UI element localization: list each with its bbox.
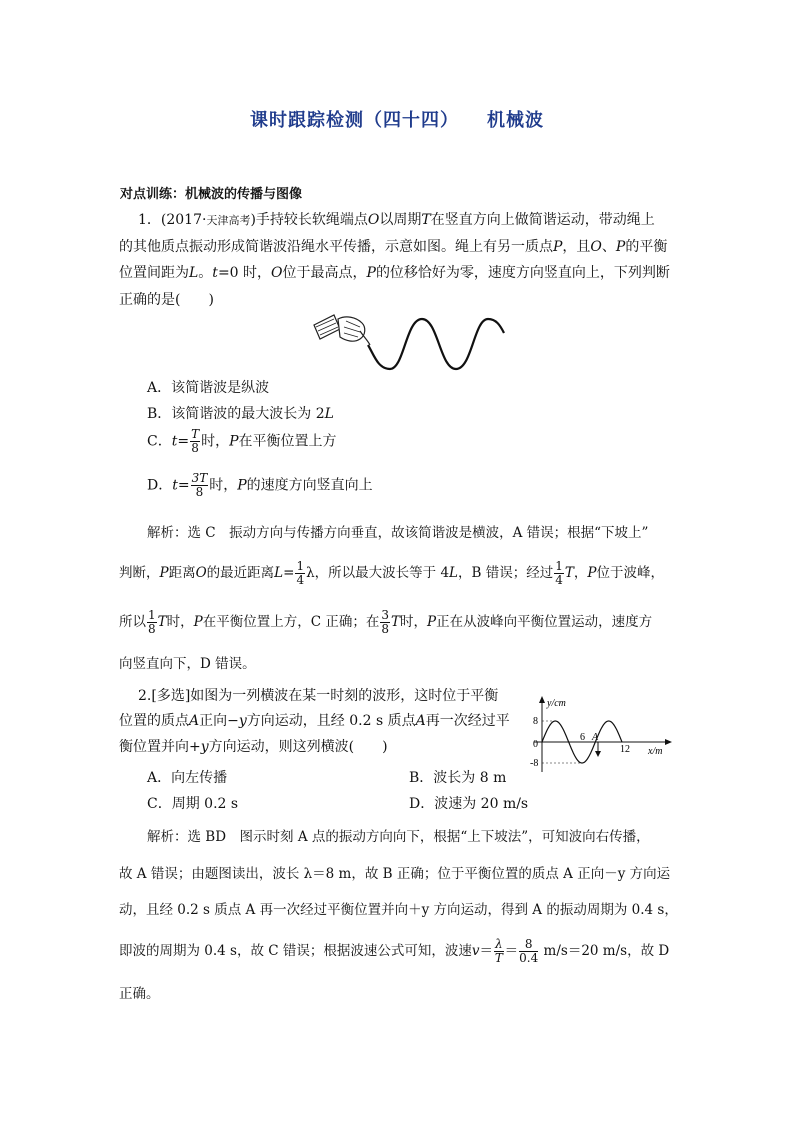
q2-answer-line-2: 故 A 错误；由题图读出，波长 λ＝8 m，故 B 正确；位于平衡位置的质点 A 正向－y 方向运	[119, 866, 671, 882]
rope-wave-figure	[312, 307, 508, 377]
q2-line-2: 位置的质点A正向−y方向运动，且经 0.2 s 质点A再一次经过平	[119, 713, 510, 729]
x-tick-12: 12	[620, 744, 630, 755]
q2-option-d: D．波速为 20 m/s	[409, 796, 529, 812]
q2-line-3: 衡位置并向+y方向运动，则这列横波( )	[119, 739, 388, 755]
q2-answer-line-3: 动，且经 0.2 s 质点 A 再一次经过平衡位置并向＋y 方向运动，得到 A 的振动周期为 0.4 s，	[119, 902, 678, 918]
y-axis-arrow	[539, 696, 545, 703]
y-tick-neg8: -8	[530, 758, 539, 769]
origin-label: 0	[533, 739, 538, 750]
q1-line-1: 1．(2017·天津高考)手持较长软绳端点O以周期T在竖直方向上做简谐运动，带动绳上	[138, 212, 655, 228]
q2-answer-line-5: 正确。	[119, 986, 160, 1002]
q2-answer-line-4: 即波的周期为 0.4 s，故 C 错误；根据波速公式可知，波速v＝ $\frac{\lambda}{T}$ ＝ $\frac{8}{0.4}$ m/s＝20 m/s，故 D	[119, 937, 670, 965]
point-a-arrowhead	[595, 751, 601, 757]
q1-answer-line-2: 判断，P距离O的最近距离L= $\frac{1}{4}$ λ，所以最大波长等于 4L，B 错误；经过 $\frac{1}{4}$ T，P位于波峰，	[119, 559, 664, 587]
q2-option-a: A．向左传播	[147, 770, 228, 786]
point-a-label: A	[592, 732, 599, 743]
q2-answer-line-1: 解析：选 BD 图示时刻 A 点的振动方向向下，根据“上下坡法”，可知波向右传播，	[147, 829, 650, 845]
x-axis-label: x/m	[648, 746, 663, 757]
rope-wave	[368, 319, 504, 369]
hand-icon	[314, 315, 370, 345]
q1-line-4: 正确的是( )	[119, 292, 214, 308]
y-axis-label: y/cm	[547, 698, 566, 709]
q1-line-2: 的其他质点振动形成简谐波沿绳水平传播，示意如图。绳上有另一质点P，且O、P的平衡	[119, 239, 668, 255]
title-main: 课时跟踪检测（四十四）	[250, 110, 459, 131]
y-tick-8: 8	[533, 716, 538, 727]
q1-answer-line-4: 向竖直向下，D 错误。	[119, 656, 256, 672]
q2-option-b: B．波长为 8 m	[409, 770, 507, 786]
page-title	[0, 106, 794, 132]
section-heading: 对点训练：机械波的传播与图像	[120, 187, 303, 202]
q1-option-a: A．该简谐波是纵波	[147, 380, 270, 396]
q2-line-1: 2.[多选]如图为一列横波在某一时刻的波形，这时位于平衡	[138, 688, 499, 704]
q1-answer-line-3: 所以 $\frac{1}{8}$ T时，P在平衡位置上方，C 正确；在 $\frac{3}{8}$ T时，P正在从波峰向平衡位置运动，速度方	[119, 608, 653, 636]
q1-option-b: B．该简谐波的最大波长为 2L	[147, 406, 334, 422]
q1-option-c: C．t= $\frac{T}{8}$ 时，P在平衡位置上方	[147, 427, 337, 455]
q1-line-3: 位置间距为L。t=0 时，O位于最高点，P的位移恰好为零，速度方向竖直向上，下列判断	[119, 265, 670, 281]
x-axis-arrow	[665, 739, 672, 745]
q1-option-d: D．t= $\frac{3T}{8}$ 时，P的速度方向竖直向上	[147, 471, 373, 499]
wave-graph	[528, 694, 678, 774]
source-stamp: 天津高考	[206, 214, 251, 227]
q2-option-c: C．周期 0.2 s	[147, 796, 239, 812]
x-tick-6: 6	[580, 732, 585, 743]
title-sub: 机械波	[487, 110, 544, 131]
q1-answer-line-1: 解析：选 C 振动方向与传播方向垂直，故该简谐波是横波，A 错误；根据“下坡上”	[147, 525, 649, 541]
